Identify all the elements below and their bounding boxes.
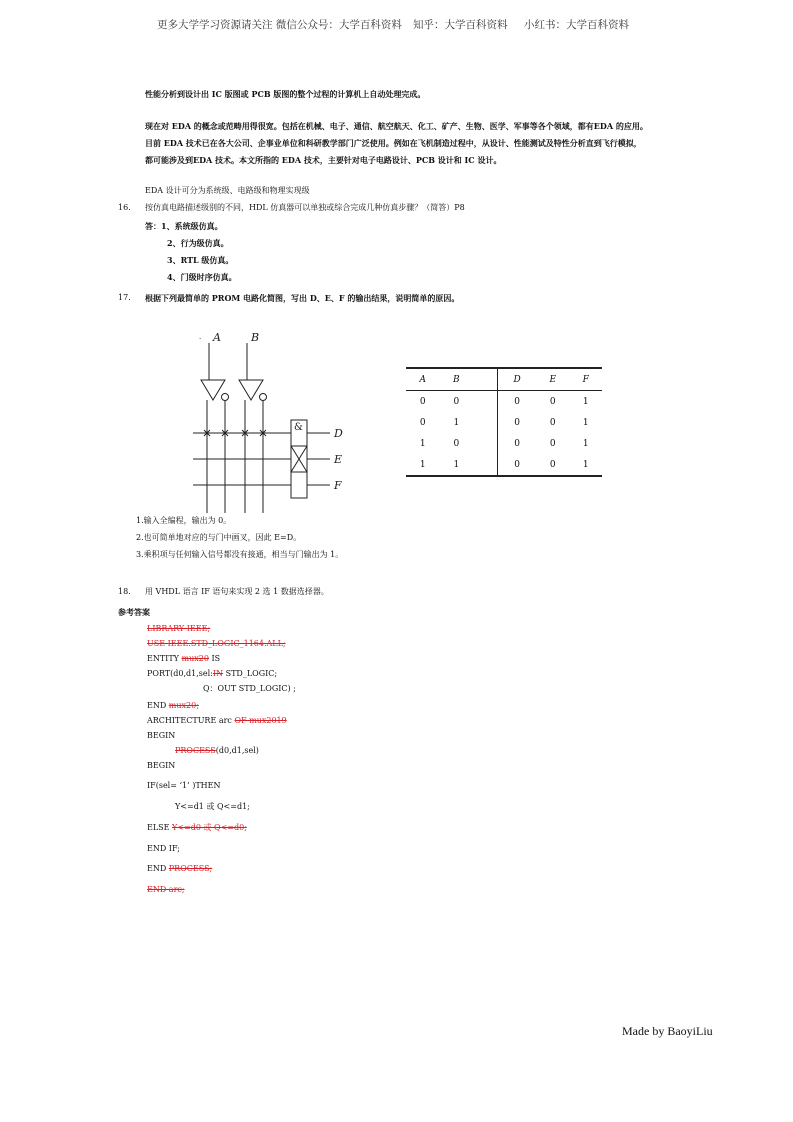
q16-question: 按仿真电路描述级别的不同，HDL 仿真器可以单独或综合完成几种仿真步骤？（简答）P8 <box>145 203 465 212</box>
code-line-library: LIBRARY IEEE; <box>147 624 211 633</box>
q17-number: 17. <box>118 293 131 302</box>
intro-p2-line2: 目前 EDA 技术已在各大公司、企事业单位和科研教学部门广泛使用。例如在飞机制造过程中，从设计、性能测试及特性分析直到飞行模拟， <box>145 138 642 148</box>
code-line-begin-2: BEGIN <box>147 761 176 770</box>
circuit-label-a: A <box>213 331 221 344</box>
th-b: B <box>452 374 460 385</box>
cell: 1 <box>419 459 426 470</box>
code-arch-pre: ARCHITECTURE arc <box>147 716 235 725</box>
code-line-assign-1: Y<=d1 或 Q<=d1; <box>175 802 250 811</box>
cell: 0 <box>549 417 556 428</box>
q18-question: 用 VHDL 语言 IF 语句来实现 2 选 1 数据选择器。 <box>145 587 329 596</box>
code-process-kw: PROCESS <box>175 746 216 755</box>
th-e: E <box>549 374 557 385</box>
code-end-name: mux20; <box>168 701 199 710</box>
code-line-end-arc: END arc; <box>147 885 185 894</box>
code-endproc-name: PROCESS; <box>168 864 213 873</box>
cell: 1 <box>453 459 460 470</box>
q16-answer-4: 4、门级时序仿真。 <box>167 272 237 282</box>
intro-p3: EDA 设计可分为系统级、电路级和物理实现级 <box>145 186 310 195</box>
circuit-label-b: B <box>251 331 260 344</box>
q17-answer-3: 3.乘积项与任何输入信号都没有接通，相当与门输出为 1。 <box>136 550 344 559</box>
q18-number: 18. <box>118 587 131 596</box>
svg-text:·: · <box>199 335 202 343</box>
th-f: F <box>582 374 589 385</box>
code-line-begin-1: BEGIN <box>147 731 176 740</box>
table-row <box>406 433 602 454</box>
cell: 1 <box>582 459 589 470</box>
code-line-port <box>147 669 277 679</box>
circuit-output-f: F <box>334 479 342 492</box>
truth-table-wrap <box>406 367 602 477</box>
cell: 0 <box>514 417 520 428</box>
code-port-post: STD_LOGIC; <box>223 669 278 678</box>
intro-line1: 性能分析到设计出 IC 版图或 PCB 版图的整个过程的计算机上自动处理完成。 <box>145 89 426 99</box>
cell: 0 <box>549 438 556 449</box>
code-line-end-process <box>147 864 212 874</box>
header-xiaohongshu: 小红书：大学百科资料 <box>524 19 629 31</box>
code-port-pre: PORT(d0,d1,sel: <box>147 669 213 678</box>
q16-number: 16. <box>118 203 131 212</box>
header-zhihu: 知乎：大学百科资料 <box>413 19 508 31</box>
code-line-architecture <box>147 716 287 726</box>
code-entity-kw: ENTITY <box>147 654 182 663</box>
code-end-kw: END <box>147 701 169 710</box>
code-line-entity <box>147 654 220 664</box>
cell: 1 <box>419 438 426 449</box>
cell: 0 <box>514 396 520 407</box>
circuit-output-d: D <box>334 427 343 440</box>
cell: 0 <box>514 438 520 449</box>
code-arch-of: OF mux2019 <box>234 716 287 725</box>
code-endproc-kw: END <box>147 864 169 873</box>
prom-circuit-diagram <box>185 325 355 515</box>
code-entity-is: IS <box>208 654 221 663</box>
code-line-use: USE IEEE.STD_LOGIC_1164.ALL; <box>147 639 286 648</box>
table-row <box>406 391 602 413</box>
circuit-output-e: E <box>334 453 343 466</box>
th-d: D <box>513 374 521 385</box>
truth-table <box>406 367 602 477</box>
cell: 0 <box>419 417 426 428</box>
q17-question: 根据下列最简单的 PROM 电路化简图，写出 D、E、F 的输出结果，说明简单的原因。 <box>145 293 460 303</box>
code-line-process <box>175 746 259 756</box>
q17-answer-2: 2.也可简单地对应的与门中画叉，因此 E=D。 <box>136 533 302 542</box>
code-else-assign: Y<=d0 或 Q<=d0; <box>172 823 247 832</box>
q16-answer-2: 2、行为级仿真。 <box>167 238 229 248</box>
q16-answer-1: 答：1、系统级仿真。 <box>145 221 223 231</box>
code-line-else <box>147 823 247 833</box>
intro-p2-line3: 都可能涉及到EDA 技术。本文所指的 EDA 技术，主要针对电子电路设计、PCB 设计和 IC 设计。 <box>145 155 502 165</box>
cell: 1 <box>582 417 589 428</box>
code-process-args: (d0,d1,sel) <box>215 746 259 755</box>
header-wechat: 更多大学学习资源请关注 微信公众号：大学百科资料 <box>157 19 402 31</box>
cell: 0 <box>549 396 556 407</box>
cell: 1 <box>582 396 589 407</box>
q16-answer-3: 3、RTL 级仿真。 <box>167 255 234 265</box>
cell: 0 <box>453 396 460 407</box>
intro-p2-line1: 现在对 EDA 的概念或范畴用得很宽。包括在机械、电子、通信、航空航天、化工、矿产、生物、医学、军事等各个领域，都有EDA 的应用。 <box>145 121 648 131</box>
footer-credit: Made by BaoyiLiu <box>622 1024 713 1038</box>
code-line-end-if: END IF; <box>147 844 180 853</box>
reference-answer-label: 参考答案 <box>118 607 150 617</box>
code-entity-name: mux20 <box>181 654 209 663</box>
code-line-q-out: Q：OUT STD_LOGIC) ; <box>203 684 296 693</box>
cell: 0 <box>419 396 426 407</box>
cell: 0 <box>549 459 556 470</box>
code-line-end-entity <box>147 701 199 711</box>
q17-answer-1: 1.输入全编程，输出为 0。 <box>136 516 232 525</box>
table-row <box>406 454 602 476</box>
code-port-in: IN <box>212 669 224 678</box>
cell: 1 <box>582 438 589 449</box>
code-line-if: IF(sel= ‘1’ )THEN <box>147 781 221 790</box>
th-a: A <box>419 374 426 385</box>
table-row <box>406 412 602 433</box>
code-else-kw: ELSE <box>147 823 173 832</box>
cell: 0 <box>453 438 460 449</box>
cell: 1 <box>453 417 460 428</box>
cell: 0 <box>514 459 520 470</box>
and-gate-symbol: & <box>294 422 303 433</box>
